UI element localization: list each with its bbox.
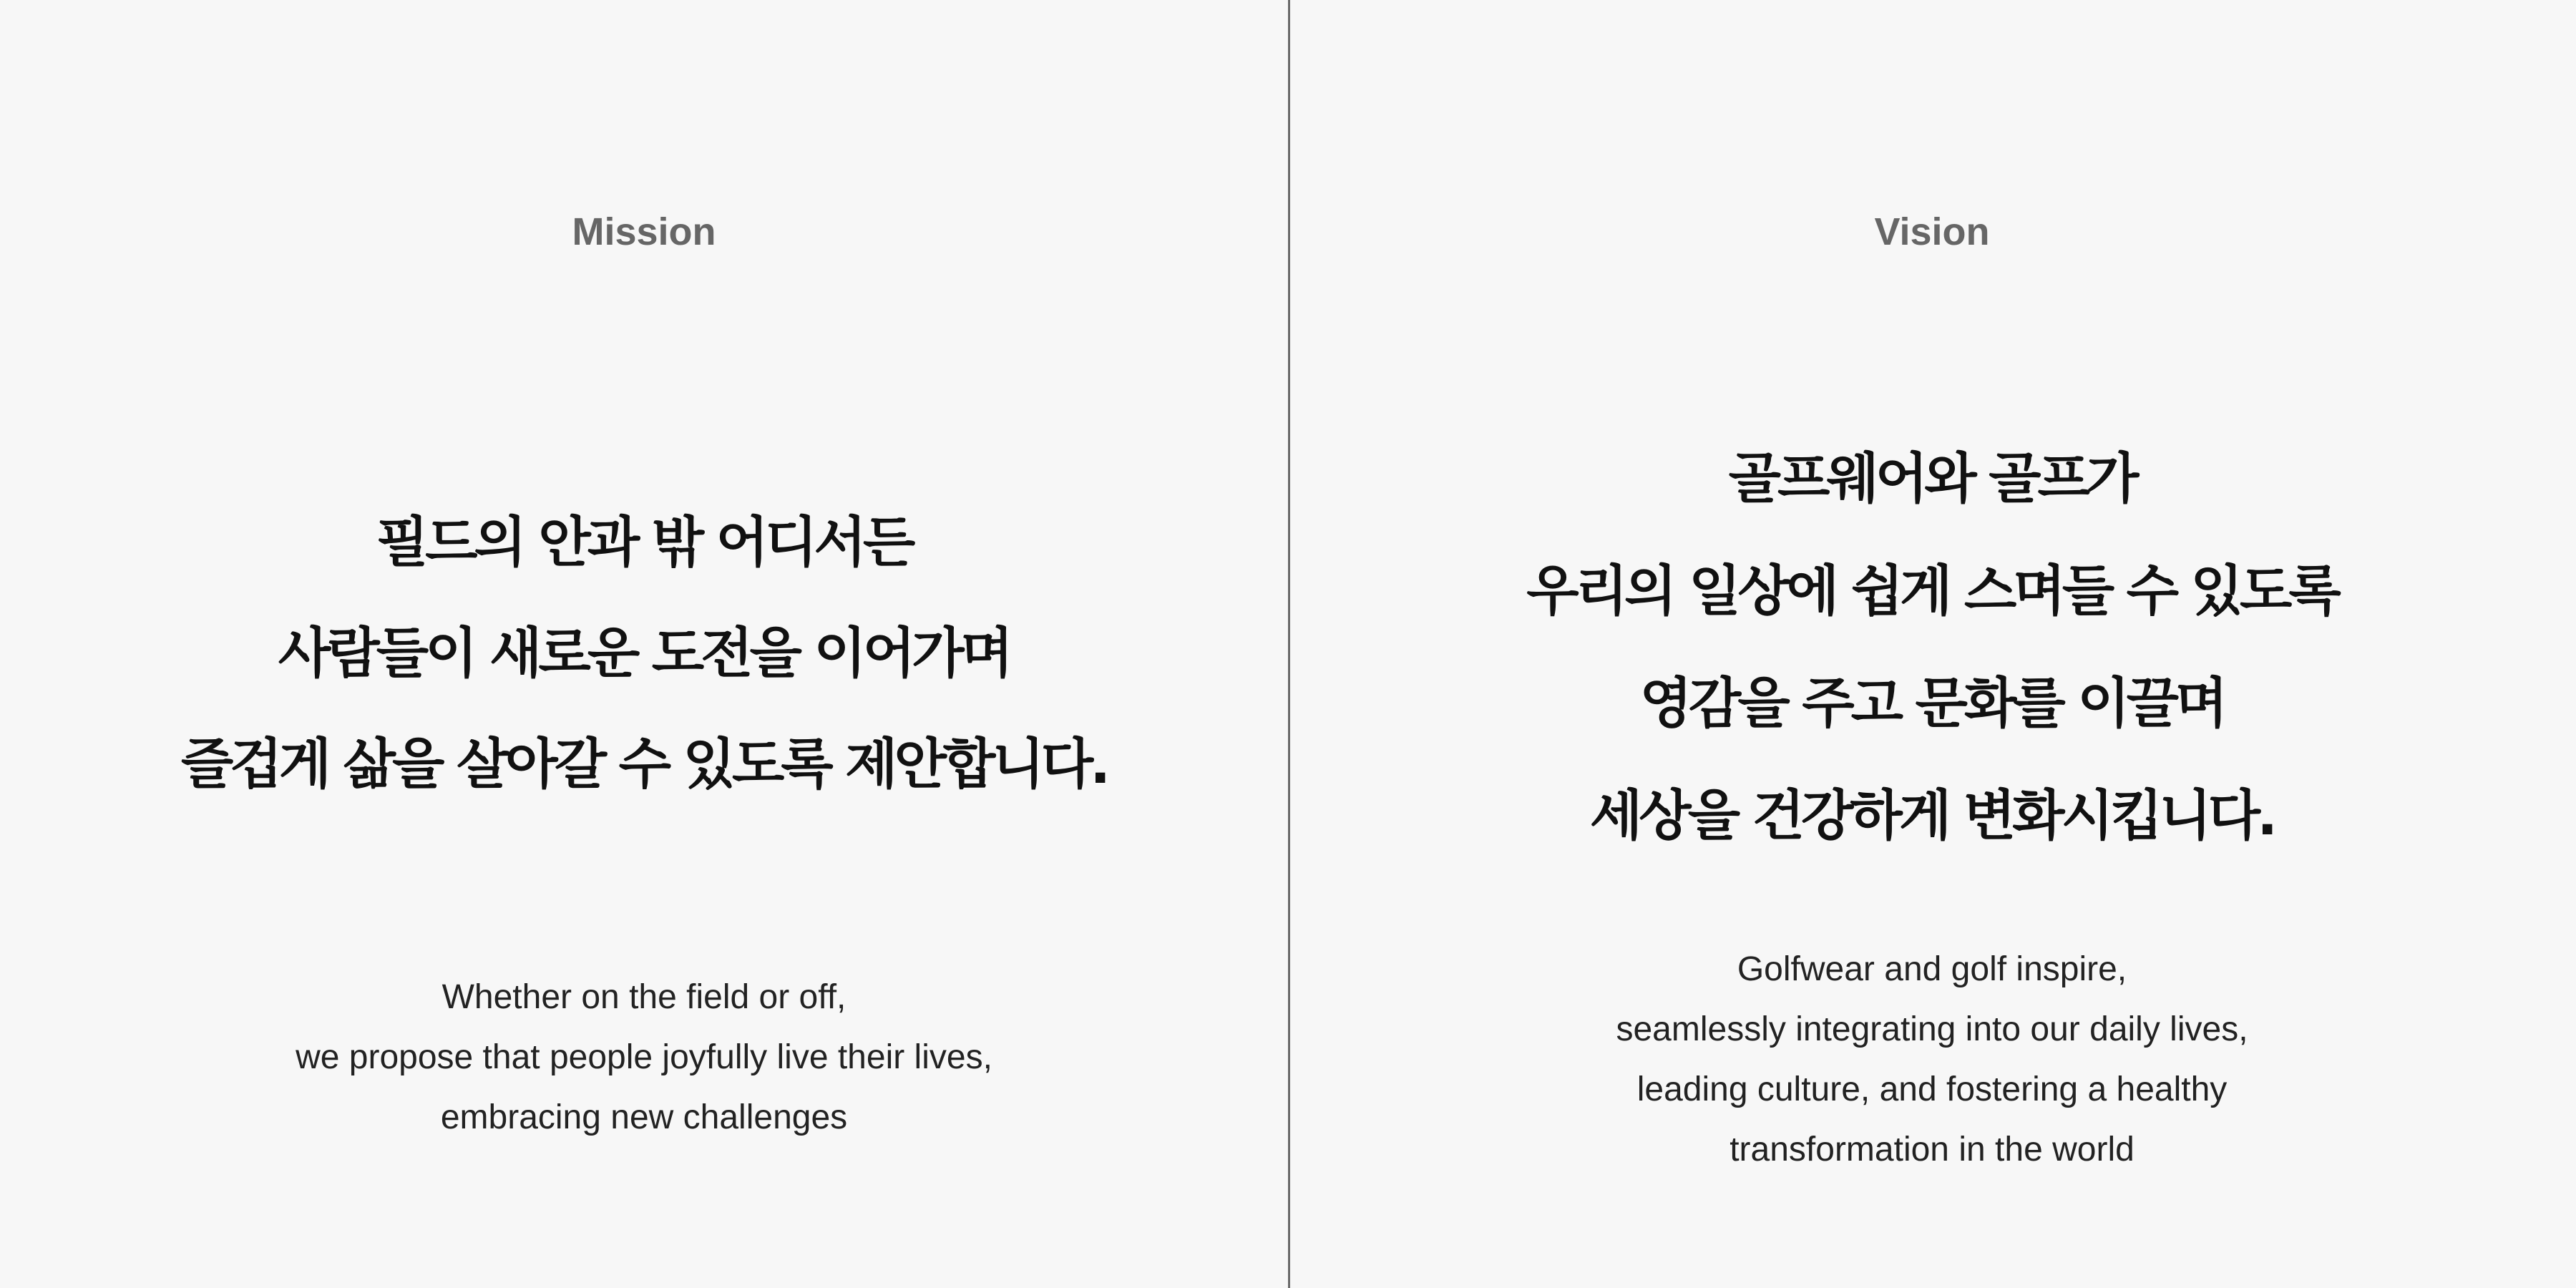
mission-english-line: we propose that people joyfully live their lives, — [296, 1038, 992, 1076]
vision-panel — [1288, 0, 2576, 1288]
vision-english-line: Golfwear and golf inspire, — [1737, 950, 2127, 988]
mission-statement-line: 필드의 안과 밖 어디서든 — [376, 510, 912, 574]
vision-heading: Vision — [1874, 210, 1990, 253]
vision-statement-line: 우리의 일상에 쉽게 스며들 수 있도록 — [1526, 559, 2338, 623]
mission-english-line: embracing new challenges — [440, 1098, 848, 1136]
vision-statement-line: 세상을 건강하게 변화시킵니다. — [1589, 784, 2275, 847]
vision-english-line: transformation in the world — [1729, 1131, 2135, 1169]
vision-statement-korean — [1288, 422, 2576, 872]
vision-statement-line: 영감을 주고 문화를 이끌며 — [1639, 671, 2225, 735]
mission-statement-korean — [0, 487, 1288, 819]
vision-english-line: seamlessly integrating into our daily lives, — [1616, 1010, 2248, 1048]
mission-statement-line: 사람들이 새로운 도전을 이어가며 — [278, 621, 1010, 685]
mission-heading: Mission — [572, 210, 716, 253]
mission-statement-english — [0, 967, 1288, 1148]
vision-english-line: leading culture, and fostering a healthy — [1636, 1070, 2228, 1108]
vision-statement-english — [1288, 940, 2576, 1180]
mission-english-line: Whether on the field or off, — [441, 978, 847, 1016]
mission-statement-line: 즐겁게 삶을 살아갈 수 있도록 제안합니다. — [180, 732, 1108, 796]
vision-statement-line: 골프웨어와 골프가 — [1728, 447, 2136, 510]
